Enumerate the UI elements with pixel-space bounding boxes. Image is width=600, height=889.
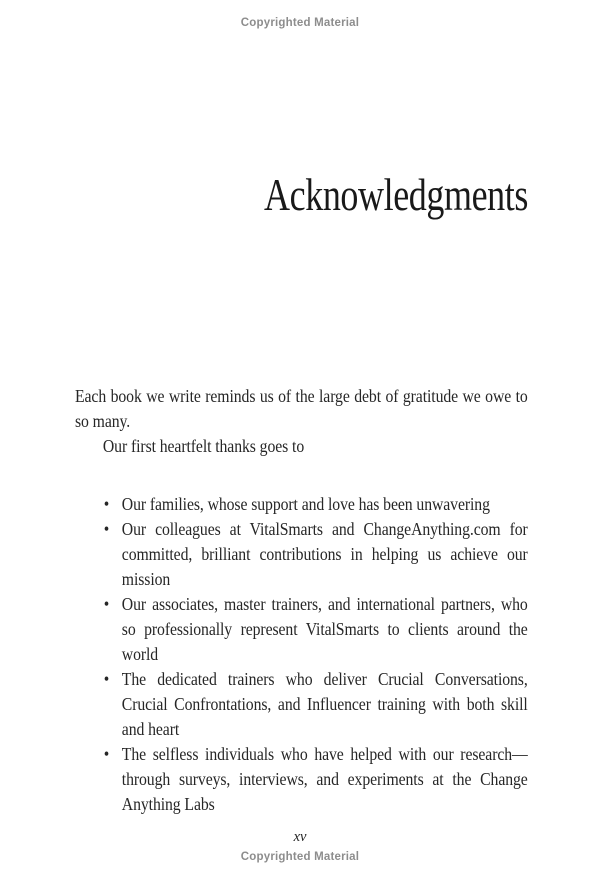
list-item [75, 592, 528, 667]
opening-paragraph: Each book we write reminds us of the large debt of gratitude we owe to so many. [75, 386, 528, 431]
list-item [75, 667, 528, 742]
list-item-text: The selfless individuals who have helped with our research—through surveys, interviews, and experiments at the Change Anything Labs [121, 744, 528, 814]
list-item-text: Our associates, master trainers, and international partners, who so professionally represent VitalSmarts to clients around the world [121, 594, 528, 664]
body-text-block [75, 384, 528, 817]
bullet-icon: • [103, 744, 110, 764]
page-number: xv [293, 829, 307, 845]
list-item [75, 517, 528, 592]
copyright-notice-top: Copyrighted Material [240, 17, 360, 29]
list-item [75, 742, 528, 817]
copyright-notice-bottom: Copyrighted Material [240, 851, 360, 863]
bullet-icon: • [103, 494, 110, 514]
list-item [75, 492, 528, 517]
list-item-text: Our colleagues at VitalSmarts and ChangeAnything.com for committed, brilliant contributions in helping us achieve our mission [121, 519, 528, 589]
list-item-text: The dedicated trainers who deliver Crucial Conversations, Crucial Confrontations, and Influencer training with both skill and heart [121, 669, 528, 739]
bullet-icon: • [103, 519, 110, 539]
list-item-text: Our families, whose support and love has been unwavering [121, 494, 490, 514]
bullet-icon: • [103, 594, 110, 614]
bullet-icon: • [103, 669, 110, 689]
lead-in-paragraph: Our first heartfelt thanks goes to [102, 436, 305, 456]
chapter-title: Acknowledgments [264, 170, 528, 220]
acknowledgment-list [75, 492, 528, 817]
